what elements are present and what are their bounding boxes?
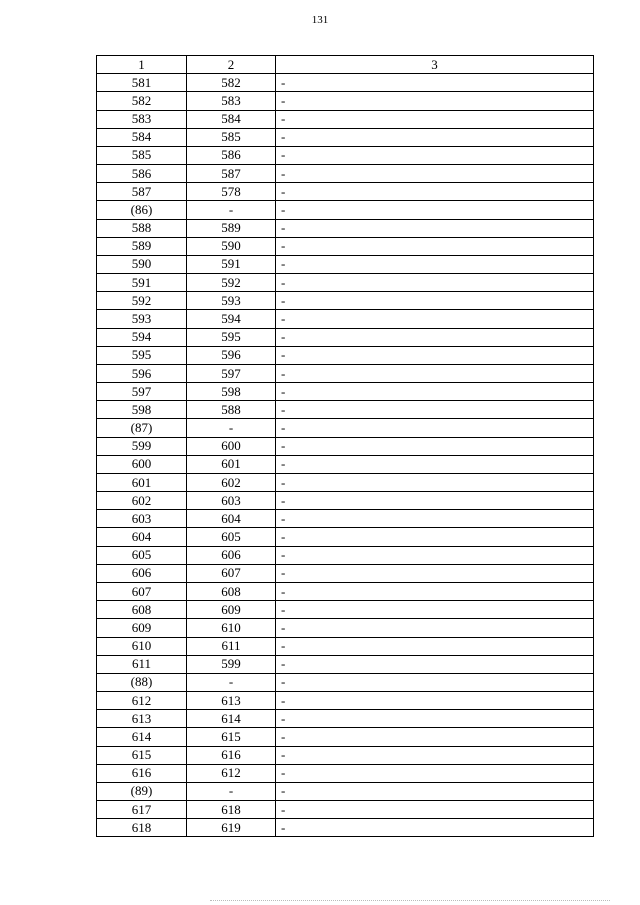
table-cell-col1: 587 (97, 183, 187, 201)
table-cell-col3: - (276, 492, 594, 510)
table-row (97, 655, 594, 673)
table-row (97, 274, 594, 292)
table-cell-col1: 588 (97, 219, 187, 237)
table-cell-col2: 595 (187, 328, 276, 346)
table-cell-col2: 619 (187, 819, 276, 837)
table-cell-col1: 615 (97, 746, 187, 764)
table-cell-col1: 581 (97, 74, 187, 92)
table-cell-col2: 607 (187, 564, 276, 582)
table-cell-col1: 597 (97, 383, 187, 401)
page-number: 131 (311, 14, 329, 26)
table-cell-col1: 600 (97, 455, 187, 473)
table-cell-col2: 588 (187, 401, 276, 419)
table-row (97, 437, 594, 455)
column-header-1: 1 (97, 56, 187, 74)
table-cell-col1: 585 (97, 146, 187, 164)
table-cell-col1: (86) (97, 201, 187, 219)
table-cell-col2: 615 (187, 728, 276, 746)
table-row (97, 819, 594, 837)
table-row (97, 728, 594, 746)
table-cell-col2: 613 (187, 692, 276, 710)
table-cell-col2: 606 (187, 546, 276, 564)
table-cell-col2: 605 (187, 528, 276, 546)
table-cell-col1: 582 (97, 92, 187, 110)
table-cell-col2: - (187, 201, 276, 219)
table-cell-col2: 604 (187, 510, 276, 528)
table-cell-col3: - (276, 437, 594, 455)
table-row (97, 710, 594, 728)
table-cell-col2: 582 (187, 74, 276, 92)
table-row (97, 128, 594, 146)
table-cell-col2: 594 (187, 310, 276, 328)
table-header (97, 56, 594, 74)
table-cell-col2: 586 (187, 146, 276, 164)
table-cell-col3: - (276, 346, 594, 364)
table-row (97, 401, 594, 419)
table-cell-col2: 612 (187, 764, 276, 782)
table-cell-col1: 594 (97, 328, 187, 346)
table-cell-col3: - (276, 510, 594, 528)
table-cell-col1: 617 (97, 801, 187, 819)
table-cell-col2: 602 (187, 473, 276, 491)
table-row (97, 510, 594, 528)
table-row (97, 673, 594, 691)
table-cell-col3: - (276, 692, 594, 710)
table-cell-col2: 616 (187, 746, 276, 764)
table-row (97, 601, 594, 619)
table-cell-col3: - (276, 655, 594, 673)
table-row (97, 782, 594, 800)
table-row (97, 364, 594, 382)
column-header-3: 3 (276, 56, 594, 74)
table-cell-col1: 609 (97, 619, 187, 637)
table-cell-col1: 616 (97, 764, 187, 782)
table-cell-col2: 603 (187, 492, 276, 510)
table-cell-col3: - (276, 728, 594, 746)
table-cell-col1: (87) (97, 419, 187, 437)
table-cell-col2: 587 (187, 165, 276, 183)
table-cell-col1: (89) (97, 782, 187, 800)
table-cell-col3: - (276, 546, 594, 564)
table-cell-col1: 613 (97, 710, 187, 728)
table-row (97, 201, 594, 219)
table-cell-col1: 599 (97, 437, 187, 455)
table-cell-col2: 610 (187, 619, 276, 637)
table-cell-col2: 583 (187, 92, 276, 110)
table-cell-col1: 586 (97, 165, 187, 183)
table-cell-col3: - (276, 183, 594, 201)
table-cell-col2: 589 (187, 219, 276, 237)
table-cell-col3: - (276, 401, 594, 419)
table-cell-col1: 611 (97, 655, 187, 673)
table-cell-col3: - (276, 746, 594, 764)
table-cell-col3: - (276, 165, 594, 183)
table-row (97, 455, 594, 473)
table-cell-col3: - (276, 419, 594, 437)
table-cell-col2: 601 (187, 455, 276, 473)
table-body (97, 74, 594, 837)
table-cell-col3: - (276, 110, 594, 128)
table-cell-col1: 598 (97, 401, 187, 419)
table-row (97, 110, 594, 128)
table-row (97, 183, 594, 201)
table-cell-col2: - (187, 782, 276, 800)
table-row (97, 346, 594, 364)
table-row (97, 383, 594, 401)
table-cell-col2: 590 (187, 237, 276, 255)
table-row (97, 74, 594, 92)
table-cell-col3: - (276, 473, 594, 491)
table-cell-col2: 618 (187, 801, 276, 819)
table-cell-col3: - (276, 455, 594, 473)
table-row (97, 619, 594, 637)
table-cell-col3: - (276, 673, 594, 691)
table-cell-col1: 608 (97, 601, 187, 619)
table-cell-col1: 591 (97, 274, 187, 292)
table-cell-col2: 592 (187, 274, 276, 292)
table-cell-col2: 584 (187, 110, 276, 128)
table-cell-col2: - (187, 419, 276, 437)
table-cell-col1: 595 (97, 346, 187, 364)
table-cell-col2: 593 (187, 292, 276, 310)
table-row (97, 92, 594, 110)
table-cell-col1: 589 (97, 237, 187, 255)
table-cell-col2: - (187, 673, 276, 691)
table-row (97, 292, 594, 310)
table-row (97, 492, 594, 510)
table-row (97, 801, 594, 819)
table-row (97, 419, 594, 437)
table-row (97, 746, 594, 764)
table-cell-col3: - (276, 601, 594, 619)
table-cell-col3: - (276, 528, 594, 546)
table-cell-col2: 599 (187, 655, 276, 673)
table-row (97, 692, 594, 710)
table-cell-col3: - (276, 619, 594, 637)
table-cell-col3: - (276, 564, 594, 582)
table-cell-col1: 618 (97, 819, 187, 837)
table-cell-col3: - (276, 274, 594, 292)
table-cell-col3: - (276, 292, 594, 310)
table-cell-col3: - (276, 764, 594, 782)
table-cell-col3: - (276, 582, 594, 600)
table-cell-col1: 584 (97, 128, 187, 146)
table-row (97, 473, 594, 491)
table-cell-col3: - (276, 237, 594, 255)
table-cell-col3: - (276, 74, 594, 92)
table-cell-col3: - (276, 128, 594, 146)
data-table (96, 55, 594, 837)
table-row (97, 146, 594, 164)
table-cell-col1: 592 (97, 292, 187, 310)
table-cell-col1: 593 (97, 310, 187, 328)
table-cell-col3: - (276, 310, 594, 328)
column-header-2: 2 (187, 56, 276, 74)
table-cell-col2: 591 (187, 255, 276, 273)
table-row (97, 582, 594, 600)
table-cell-col3: - (276, 255, 594, 273)
table-row (97, 165, 594, 183)
table-cell-col1: 607 (97, 582, 187, 600)
table-row (97, 255, 594, 273)
table-row (97, 637, 594, 655)
table-row (97, 328, 594, 346)
table-cell-col1: 614 (97, 728, 187, 746)
table-row (97, 237, 594, 255)
table-cell-col2: 578 (187, 183, 276, 201)
table-cell-col1: 590 (97, 255, 187, 273)
table-cell-col3: - (276, 328, 594, 346)
table-cell-col3: - (276, 92, 594, 110)
table-cell-col3: - (276, 364, 594, 382)
header-row (97, 56, 594, 74)
table-row (97, 219, 594, 237)
table-cell-col3: - (276, 219, 594, 237)
table-cell-col1: 605 (97, 546, 187, 564)
table-cell-col1: 602 (97, 492, 187, 510)
table-cell-col3: - (276, 146, 594, 164)
table-row (97, 564, 594, 582)
table-cell-col3: - (276, 383, 594, 401)
table-cell-col1: 604 (97, 528, 187, 546)
table-cell-col3: - (276, 201, 594, 219)
table-cell-col2: 614 (187, 710, 276, 728)
table-cell-col1: 606 (97, 564, 187, 582)
scan-artifact-line (210, 900, 610, 902)
table-cell-col1: 603 (97, 510, 187, 528)
table-row (97, 546, 594, 564)
table-cell-col1: (88) (97, 673, 187, 691)
table-cell-col1: 610 (97, 637, 187, 655)
table-row (97, 310, 594, 328)
table-cell-col2: 609 (187, 601, 276, 619)
table-cell-col2: 597 (187, 364, 276, 382)
table-cell-col2: 596 (187, 346, 276, 364)
table-cell-col1: 612 (97, 692, 187, 710)
table-cell-col1: 583 (97, 110, 187, 128)
table-cell-col3: - (276, 782, 594, 800)
table-cell-col2: 598 (187, 383, 276, 401)
table-cell-col3: - (276, 801, 594, 819)
table-cell-col2: 608 (187, 582, 276, 600)
table-cell-col3: - (276, 637, 594, 655)
table-row (97, 528, 594, 546)
table-cell-col3: - (276, 710, 594, 728)
table-cell-col2: 600 (187, 437, 276, 455)
table-cell-col2: 585 (187, 128, 276, 146)
table-row (97, 764, 594, 782)
table-cell-col2: 611 (187, 637, 276, 655)
table-cell-col1: 601 (97, 473, 187, 491)
table-cell-col3: - (276, 819, 594, 837)
table-cell-col1: 596 (97, 364, 187, 382)
